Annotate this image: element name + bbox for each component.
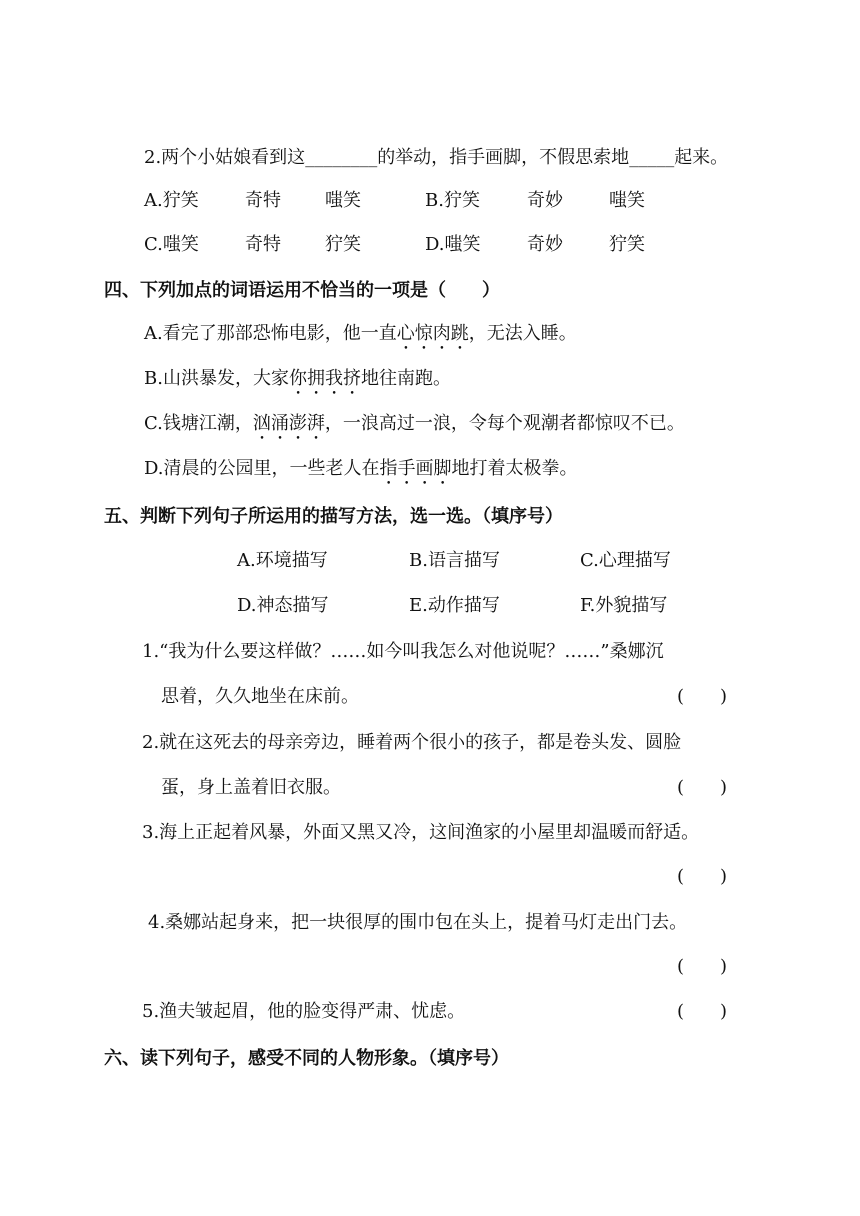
q5-option-c: C.心理描写 bbox=[580, 550, 671, 571]
q3-option-c-word2: 奇特 bbox=[245, 234, 281, 255]
q5-option-b: B.语言描写 bbox=[409, 550, 500, 571]
q3-item2-blank1: ________ bbox=[305, 147, 378, 168]
q3-option-d-word2: 奇妙 bbox=[527, 234, 563, 255]
q3-option-a-label: A.狞笑 bbox=[144, 190, 199, 211]
q5-sentence-2-line2: 蛋，身上盖着旧衣服。 bbox=[161, 777, 341, 798]
q3-item2-stem bbox=[144, 146, 728, 170]
q5-sentence-2-line1: 2.就在这死去的母亲旁边，睡着两个很小的孩子，都是卷头发、圆脸 bbox=[142, 732, 682, 753]
q3-option-c-word3: 狞笑 bbox=[325, 234, 361, 255]
q3-option-c-label: C.嗤笑 bbox=[144, 234, 199, 255]
q5-option-d: D.神态描写 bbox=[237, 595, 329, 616]
q3-option-d-label: D.嗤笑 bbox=[425, 234, 481, 255]
q3-item2-pre: 2.两个小姑娘看到这 bbox=[144, 147, 306, 168]
q5-answer-blank-3[interactable]: ( ) bbox=[677, 866, 728, 887]
q4-option-a bbox=[144, 322, 577, 354]
q5-answer-blank-4[interactable]: ( ) bbox=[677, 956, 728, 977]
q4-option-b-post: 地往南跑。 bbox=[360, 368, 451, 389]
q5-option-f: F.外貌描写 bbox=[580, 595, 668, 616]
q5-sentence-1-line1: 1.“我为什么要这样做？……如今叫我怎么对他说呢？……”桑娜沉 bbox=[142, 641, 664, 662]
q4-title: 四、下列加点的词语运用不恰当的一项是（ ） bbox=[104, 280, 500, 301]
q4-option-b-pre: B.山洪暴发，大家 bbox=[144, 368, 289, 389]
q5-sentence-1-line2: 思着，久久地坐在床前。 bbox=[161, 686, 359, 707]
q5-option-e: E.动作描写 bbox=[409, 595, 500, 616]
q4-option-a-dotted: 心惊肉跳 bbox=[396, 323, 469, 344]
q4-option-d-dotted: 指手画脚 bbox=[379, 458, 452, 479]
q4-option-d bbox=[144, 457, 578, 489]
q5-title: 五、判断下列句子所运用的描写方法，选一选。（填序号） bbox=[104, 506, 563, 527]
q3-item2-post: 起来。 bbox=[674, 147, 729, 168]
q3-option-b-word3: 嗤笑 bbox=[609, 190, 645, 211]
q5-sentence-4: 4.桑娜站起身来，把一块很厚的围巾包在头上，提着马灯走出门去。 bbox=[148, 912, 688, 933]
q3-option-a-word3: 嗤笑 bbox=[325, 190, 361, 211]
q5-answer-blank-2[interactable]: ( ) bbox=[677, 777, 728, 798]
q6-title: 六、读下列句子，感受不同的人物形象。（填序号） bbox=[104, 1048, 509, 1069]
q4-option-c-post: ，一浪高过一浪，令每个观潮者都惊叹不已。 bbox=[324, 413, 685, 434]
q3-option-d-word3: 狞笑 bbox=[609, 234, 645, 255]
q4-option-d-pre: D.清晨的公园里，一些老人在 bbox=[144, 458, 380, 479]
q4-option-b-dotted: 你拥我挤 bbox=[288, 368, 361, 389]
q5-sentence-5: 5.渔夫皱起眉，他的脸变得严肃、忧虑。 bbox=[142, 1001, 466, 1022]
q3-option-a-word2: 奇特 bbox=[245, 190, 281, 211]
q5-sentence-3: 3.海上正起着风暴，外面又黑又冷，这间渔家的小屋里却温暖而舒适。 bbox=[142, 822, 700, 843]
q4-option-c-dotted: 汹涌澎湃 bbox=[252, 413, 325, 434]
q3-option-b-word2: 奇妙 bbox=[527, 190, 563, 211]
q4-option-d-post: 地打着太极拳。 bbox=[451, 458, 578, 479]
q3-option-b-label: B.狞笑 bbox=[425, 190, 480, 211]
q3-item2-mid: 的举动，指手画脚，不假思索地 bbox=[377, 147, 630, 168]
q4-option-b bbox=[144, 367, 451, 399]
q4-option-a-post: ，无法入睡。 bbox=[468, 323, 577, 344]
q4-option-c bbox=[144, 412, 685, 444]
q5-answer-blank-5[interactable]: ( ) bbox=[677, 1001, 728, 1022]
q4-option-a-pre: A.看完了那部恐怖电影，他一直 bbox=[144, 323, 397, 344]
q4-option-c-pre: C.钱塘江潮， bbox=[144, 413, 253, 434]
q5-option-a: A.环境描写 bbox=[237, 550, 328, 571]
q5-answer-blank-1[interactable]: ( ) bbox=[677, 686, 728, 707]
q3-item2-blank2: _____ bbox=[629, 147, 675, 168]
